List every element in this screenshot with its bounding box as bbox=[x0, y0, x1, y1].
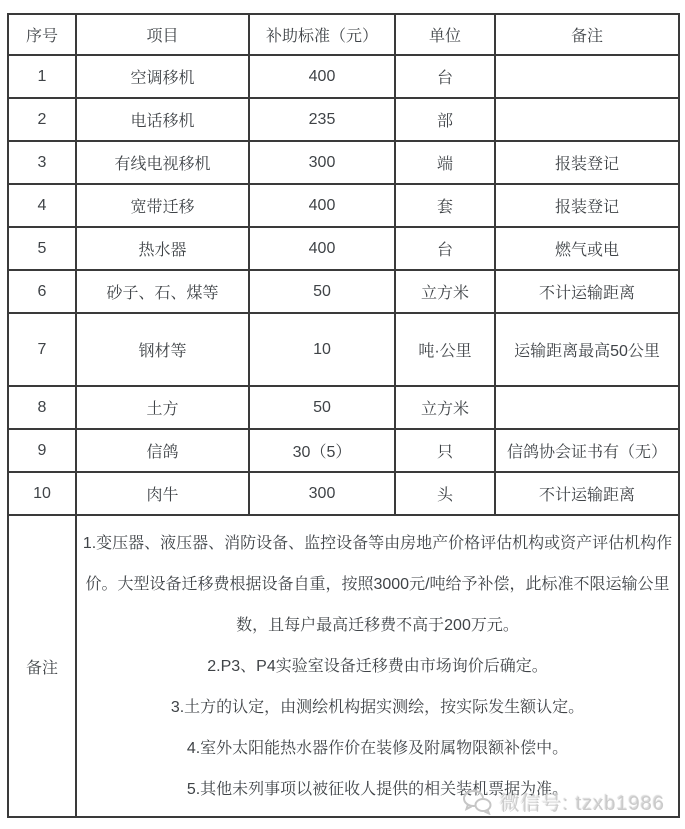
note-paragraph: 1.变压器、液压器、消防设备、监控设备等由房地产价格评估机构或资产评估机构作价。大型设备迁移费根据设备自重，按照3000元/吨给予补偿，此标准不限运输公里数，且每户最高迁移费不高于200万元。 bbox=[82, 534, 673, 634]
cell-item: 钢材等 bbox=[76, 313, 249, 386]
cell-item: 电话移机 bbox=[76, 98, 249, 141]
remarks-row bbox=[8, 515, 679, 817]
cell-remark: 不计运输距离 bbox=[495, 472, 679, 515]
cell-standard: 10 bbox=[249, 313, 395, 386]
cell-unit: 吨·公里 bbox=[395, 313, 495, 386]
cell-no: 3 bbox=[8, 141, 76, 184]
cell-unit: 部 bbox=[395, 98, 495, 141]
cell-item: 宽带迁移 bbox=[76, 184, 249, 227]
cell-remark bbox=[495, 55, 679, 98]
cell-unit: 台 bbox=[395, 227, 495, 270]
header-no: 序号 bbox=[8, 14, 76, 55]
cell-standard: 235 bbox=[249, 98, 395, 141]
table-row bbox=[8, 184, 679, 227]
cell-no: 8 bbox=[8, 386, 76, 429]
cell-standard: 300 bbox=[249, 141, 395, 184]
remarks-notes-cell bbox=[76, 515, 679, 817]
cell-standard: 400 bbox=[249, 227, 395, 270]
cell-no: 4 bbox=[8, 184, 76, 227]
table-row bbox=[8, 98, 679, 141]
table-row bbox=[8, 386, 679, 429]
cell-unit: 只 bbox=[395, 429, 495, 472]
table-row bbox=[8, 270, 679, 313]
header-item: 项目 bbox=[76, 14, 249, 55]
wechat-icon bbox=[462, 789, 492, 815]
cell-no: 2 bbox=[8, 98, 76, 141]
cell-standard: 400 bbox=[249, 55, 395, 98]
cell-unit: 端 bbox=[395, 141, 495, 184]
table-header-row bbox=[8, 14, 679, 55]
table-row bbox=[8, 141, 679, 184]
cell-unit: 头 bbox=[395, 472, 495, 515]
cell-remark bbox=[495, 98, 679, 141]
cell-remark: 信鸽协会证书有（无） bbox=[495, 429, 679, 472]
note-paragraph: 2.P3、P4实验室设备迁移费由市场询价后确定。 bbox=[207, 657, 548, 675]
watermark-label: 微信号: tzxb1986 bbox=[499, 793, 665, 815]
cell-item: 信鸽 bbox=[76, 429, 249, 472]
header-unit: 单位 bbox=[395, 14, 495, 55]
cell-standard: 50 bbox=[249, 270, 395, 313]
cell-remark: 报装登记 bbox=[495, 141, 679, 184]
table-row bbox=[8, 313, 679, 386]
cell-remark bbox=[495, 386, 679, 429]
cell-unit: 台 bbox=[395, 55, 495, 98]
note-paragraph: 4.室外太阳能热水器作价在装修及附属物限额补偿中。 bbox=[186, 739, 569, 757]
cell-standard: 300 bbox=[249, 472, 395, 515]
note-paragraph: 3.土方的认定，由测绘机构据实测绘，按实际发生额认定。 bbox=[170, 698, 585, 716]
cell-item: 砂子、石、煤等 bbox=[76, 270, 249, 313]
cell-item: 空调移机 bbox=[76, 55, 249, 98]
cell-no: 5 bbox=[8, 227, 76, 270]
cell-unit: 立方米 bbox=[395, 270, 495, 313]
subsidy-table bbox=[7, 13, 680, 818]
cell-standard: 50 bbox=[249, 386, 395, 429]
table-row bbox=[8, 55, 679, 98]
cell-item: 热水器 bbox=[76, 227, 249, 270]
cell-item: 有线电视移机 bbox=[76, 141, 249, 184]
cell-standard: 30（5） bbox=[249, 429, 395, 472]
cell-remark: 燃气或电 bbox=[495, 227, 679, 270]
table-row bbox=[8, 227, 679, 270]
table-row bbox=[8, 429, 679, 472]
note-paragraph: 5.其他未列事项以被征收人提供的相关装机票据为准。 bbox=[186, 780, 569, 798]
cell-unit: 立方米 bbox=[395, 386, 495, 429]
cell-no: 7 bbox=[8, 313, 76, 386]
cell-remark: 报装登记 bbox=[495, 184, 679, 227]
cell-no: 1 bbox=[8, 55, 76, 98]
cell-remark: 运输距离最高50公里 bbox=[495, 313, 679, 386]
cell-item: 肉牛 bbox=[76, 472, 249, 515]
cell-remark: 不计运输距离 bbox=[495, 270, 679, 313]
cell-no: 10 bbox=[8, 472, 76, 515]
cell-no: 9 bbox=[8, 429, 76, 472]
watermark bbox=[462, 787, 665, 816]
cell-item: 土方 bbox=[76, 386, 249, 429]
table-row bbox=[8, 472, 679, 515]
header-standard: 补助标准（元） bbox=[249, 14, 395, 55]
cell-unit: 套 bbox=[395, 184, 495, 227]
header-remark: 备注 bbox=[495, 14, 679, 55]
remarks-label: 备注 bbox=[8, 515, 76, 817]
cell-standard: 400 bbox=[249, 184, 395, 227]
cell-no: 6 bbox=[8, 270, 76, 313]
